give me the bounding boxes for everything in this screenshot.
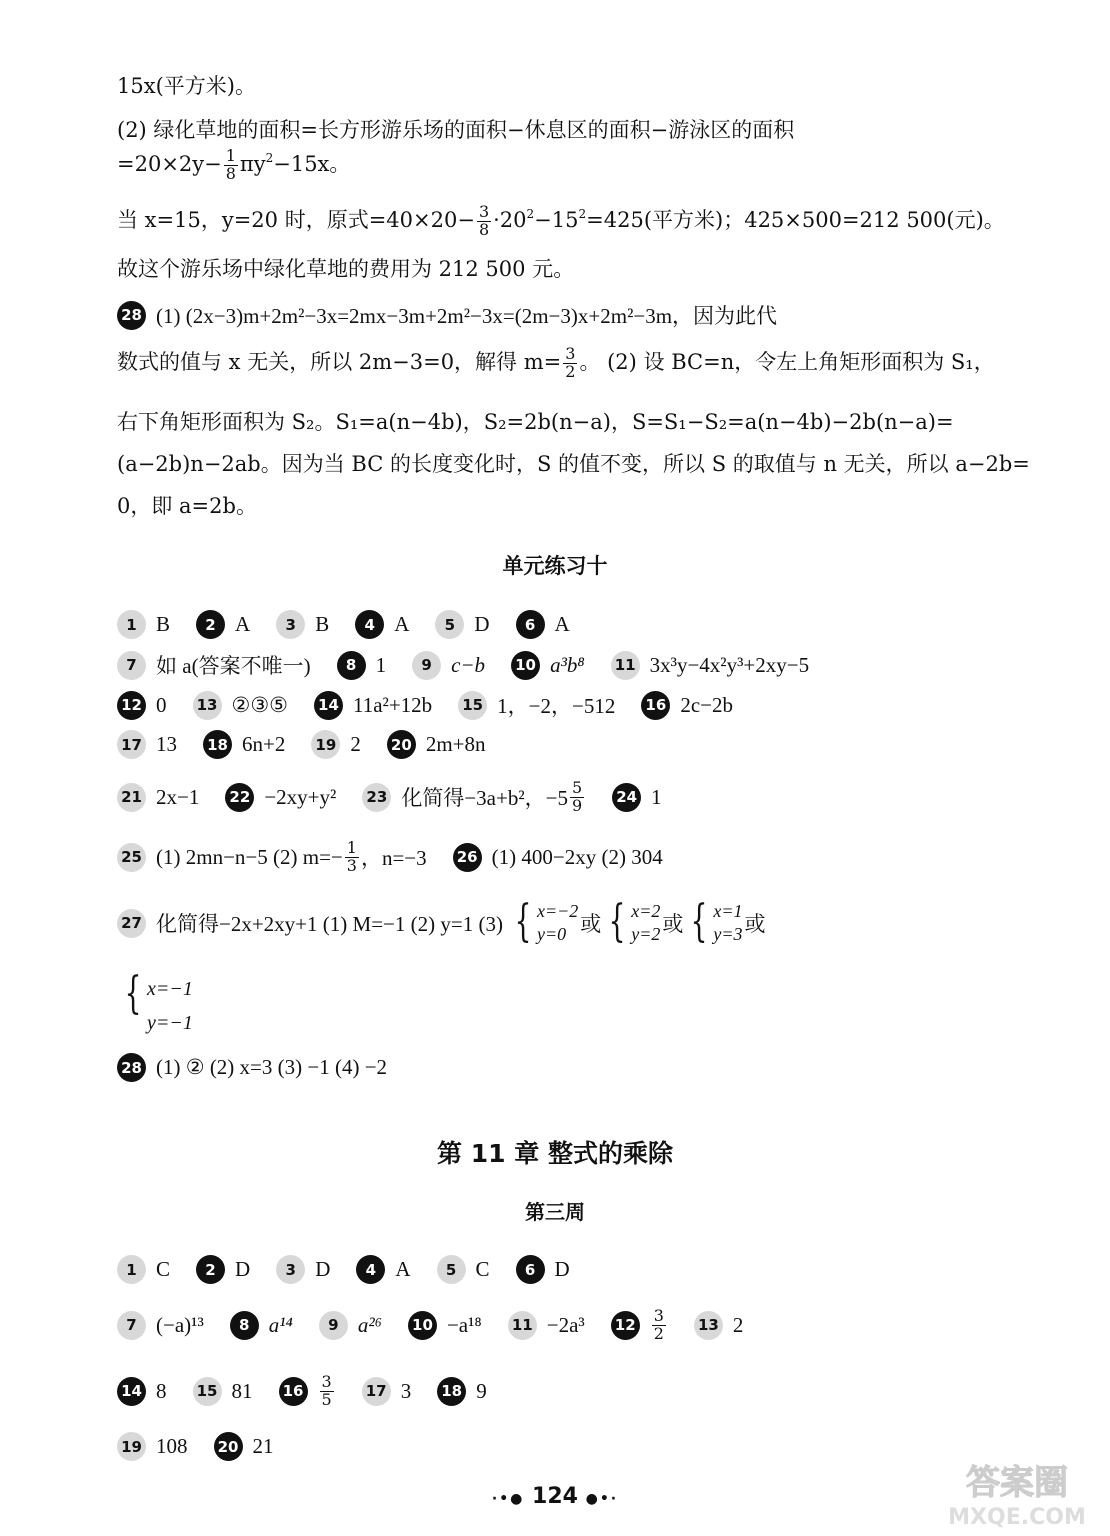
expr: =20×2y− (117, 151, 222, 176)
expr: −15 (534, 207, 579, 232)
expr: ·20 (493, 207, 527, 232)
question-number-badge: 4 (355, 610, 384, 639)
question-number-badge: 7 (117, 1311, 146, 1340)
text-line: 当 x=15，y=20 时，原式=40×20− $\frac{3}{8}$ $\cdot 20^2-15^2=425$(平方米)；425×500=212 500(元)。 (117, 202, 1005, 239)
question-number-badge: 12 (117, 691, 146, 720)
answer-text: c−b (451, 652, 486, 677)
question-number-badge: 7 (117, 651, 146, 680)
question-number-badge: 2 (196, 610, 225, 639)
equation-system: { x=2 y=2 (608, 896, 661, 947)
question-number-badge: 12 (611, 1311, 640, 1340)
week-title: 第三周 (525, 1200, 585, 1224)
answer-text: 1 (651, 784, 662, 809)
expr: πy (239, 151, 266, 176)
question-number-badge: 28 (117, 1053, 146, 1082)
answer-row (117, 650, 835, 680)
question-number-badge: 9 (319, 1311, 348, 1340)
section-heading: 单元练习十 (502, 554, 608, 578)
answer-text: 1 (375, 652, 387, 677)
fraction: $\frac{3}{2}$ (653, 1306, 664, 1343)
question-number-badge: 16 (641, 691, 670, 720)
answer-text: 8 (156, 1378, 167, 1403)
answer-row (117, 300, 777, 330)
answer-row (117, 690, 759, 720)
fraction: $\frac{3}{2}$ (565, 344, 576, 381)
answer-text: D (474, 612, 490, 636)
question-number-badge: 11 (611, 651, 640, 680)
watermark-logo (932, 1452, 1102, 1532)
expr: −15x。 (273, 151, 351, 176)
text-line: 0，即 a=2b。 (117, 494, 257, 518)
answer-text: B (156, 612, 171, 636)
question-number-badge: 3 (276, 1255, 305, 1284)
question-number-badge: 9 (412, 651, 441, 680)
text-line: 15x(平方米)。 (117, 74, 256, 98)
or-word: 或 (580, 912, 602, 937)
answer-row (117, 1308, 769, 1343)
question-number-badge: 13 (193, 691, 222, 720)
answer-text: 13 (156, 732, 177, 756)
answer-text: (1) 400−2xy (2) 304 (491, 844, 663, 869)
question-number-badge: 27 (117, 909, 146, 938)
text-line: (2) 绿化草地的面积=长方形游乐场的面积−休息区的面积−游泳区的面积 (117, 118, 795, 142)
text-line (117, 346, 995, 381)
question-number-badge: 5 (435, 610, 464, 639)
question-number-badge: 4 (356, 1255, 385, 1284)
answer-text: 2 (732, 1312, 744, 1337)
answer-row (117, 1432, 300, 1461)
answer-row (117, 780, 688, 815)
question-number-badge: 18 (437, 1377, 466, 1406)
text-line: =20×2y− $\frac{1}{8}$ $\pi y^2-15x$。 (117, 146, 351, 183)
answer-text: (−a)¹³ (156, 1312, 204, 1337)
answer-text: 1，−2，−512 (497, 694, 616, 718)
question-number-badge: 8 (230, 1311, 259, 1340)
answer-text: −a¹⁸ (446, 1312, 482, 1337)
question-number-badge: 21 (117, 783, 146, 812)
answer-text: A (395, 1257, 411, 1281)
answer-text: B (315, 612, 330, 636)
answer-text: 3x³y−4x²y³+2xy−5 (649, 652, 810, 677)
question-number-badge: 26 (453, 843, 482, 872)
question-number-badge: 22 (225, 783, 254, 812)
question-number-badge: 20 (214, 1432, 243, 1461)
answer-text: A (394, 612, 410, 636)
question-number-badge: 25 (117, 843, 146, 872)
question-number-badge: 6 (516, 1255, 545, 1284)
text-line: 右下角矩形面积为 S₂。S₁=a(n−4b)，S₂=2b(n−a)，S=S₁−S₂=a(n−4b)−2b(n−a)= (117, 410, 954, 434)
question-number-badge: 20 (387, 730, 416, 759)
expr: =425(平方米)；425×500=212 500(元)。 (586, 207, 1005, 232)
question-number-badge: 17 (117, 730, 146, 759)
fraction: $\frac{1}{3}$ (346, 838, 357, 875)
fraction: $\frac{3}{8}$ (478, 202, 490, 239)
answer-text: −2a³ (546, 1312, 585, 1337)
answer-text: C (475, 1257, 490, 1281)
question-number-badge: 3 (276, 610, 305, 639)
question-number-badge: 17 (362, 1377, 391, 1406)
answer-text: D (554, 1257, 570, 1281)
answer-text: a²⁶ (357, 1312, 382, 1337)
answer-text: ②③⑤ (231, 692, 288, 717)
question-number-badge: 14 (117, 1377, 146, 1406)
question-number-badge: 18 (203, 730, 232, 759)
expr: 数式的值与 x 无关，所以 2m−3=0，解得 m= (117, 349, 562, 374)
question-number-badge: 24 (612, 783, 641, 812)
answer-text: a³b⁸ (550, 652, 585, 677)
answer-text: 2x−1 (156, 784, 200, 809)
answer-text: −2xy+y² (264, 784, 337, 809)
answer-text: 3 (400, 1378, 412, 1403)
question-number-badge: 14 (314, 691, 343, 720)
fraction: $\frac{1}{8}$ (225, 146, 236, 183)
question-number-badge: 1 (117, 610, 146, 639)
question-number-badge: 2 (196, 1255, 225, 1284)
answer-row (117, 730, 512, 759)
answer-text: ，n=−3 (360, 846, 427, 871)
answer-text: C (156, 1257, 171, 1281)
answer-text: 108 (156, 1434, 188, 1458)
answer-text: 2m+8n (425, 732, 486, 756)
answer-text: 2 (350, 732, 361, 756)
answer-text: 9 (476, 1378, 487, 1403)
answer-text: A (235, 612, 251, 636)
fraction: $\frac{5}{9}$ (571, 778, 583, 815)
page-number: ·•● 124 ●•· (491, 1484, 619, 1509)
question-number-badge: 16 (279, 1377, 308, 1406)
answer-text: 21 (252, 1434, 274, 1458)
decorative-dots: ●•· (585, 1491, 619, 1507)
answer-text: (1) 2mn−n−5 (2) m=− (156, 844, 343, 869)
answer-text: 0 (156, 692, 167, 717)
answer-text: 11a²+12b (352, 692, 433, 717)
answer-text: 化简得−2x+2xy+1 (1) M=−1 (2) y=1 (3) (156, 912, 503, 937)
answer-text: 6n+2 (242, 732, 286, 756)
answer-row (117, 1053, 387, 1082)
answer-text: a¹⁴ (268, 1312, 293, 1337)
question-number-badge: 15 (458, 691, 487, 720)
text-line: (a−2b)n−2ab。因为当 BC 的长度变化时，S 的值不变，所以 S 的取值与 n 无关，所以 a−2b= (117, 452, 1030, 476)
question-number-badge: 1 (117, 1255, 146, 1284)
answer-text: 81 (231, 1378, 253, 1403)
answer-row (117, 840, 689, 875)
or-word: 或 (662, 912, 684, 937)
answer-text: (1) ② (2) x=3 (3) −1 (4) −2 (156, 1055, 388, 1079)
watermark-top: 答案圈 (966, 1463, 1068, 1503)
question-number-badge: 28 (117, 301, 146, 330)
answer-row (117, 896, 766, 947)
question-number-badge: 10 (408, 1311, 437, 1340)
expr: 当 x=15，y=20 时，原式=40×20− (117, 207, 475, 232)
text-line: 故这个游乐场中绿化草地的费用为 212 500 元。 (117, 257, 575, 281)
answer-row (117, 968, 195, 1040)
question-number-badge: 8 (337, 651, 366, 680)
question-number-badge: 19 (117, 1432, 146, 1461)
question-number-badge: 5 (437, 1255, 466, 1284)
answer-text: D (315, 1257, 331, 1281)
question-number-badge: 15 (193, 1377, 222, 1406)
answer-text: A (554, 612, 570, 636)
answer-text: 2c−2b (680, 692, 734, 717)
fraction: $\frac{3}{5}$ (321, 1372, 332, 1409)
question-number-badge: 19 (311, 730, 340, 759)
answer-row (117, 1374, 513, 1409)
question-number-badge: 6 (516, 610, 545, 639)
answer-text: (1) (2x−3)m+2m²−3x=2mx−3m+2m²−3x=(2m−3)x+2m²−3m，因为此代 (156, 304, 778, 328)
answer-text: 如 a(答案不唯一) (156, 654, 311, 678)
question-number-badge: 23 (362, 783, 391, 812)
equation-system: { x=−1 y=−1 (124, 968, 193, 1034)
equation-system: { x=−2 y=0 (514, 896, 579, 947)
question-number-badge: 10 (511, 651, 540, 680)
watermark-bottom: MXQE.COM (948, 1505, 1086, 1530)
chapter-title: 第 11 章 整式的乘除 (437, 1139, 673, 1168)
or-word: 或 (744, 912, 766, 937)
expr: 。 (2) 设 BC=n，令左上角矩形面积为 S₁， (579, 349, 995, 374)
question-number-badge: 13 (694, 1311, 723, 1340)
decorative-dots: ·•● (491, 1491, 525, 1507)
question-number-badge: 11 (508, 1311, 537, 1340)
answer-row (117, 610, 596, 639)
answer-row (117, 1255, 596, 1284)
answer-text: D (235, 1257, 251, 1281)
equation-system: { x=1 y=3 (690, 896, 743, 947)
answer-text: 化简得−3a+b²，−5 (401, 786, 568, 811)
